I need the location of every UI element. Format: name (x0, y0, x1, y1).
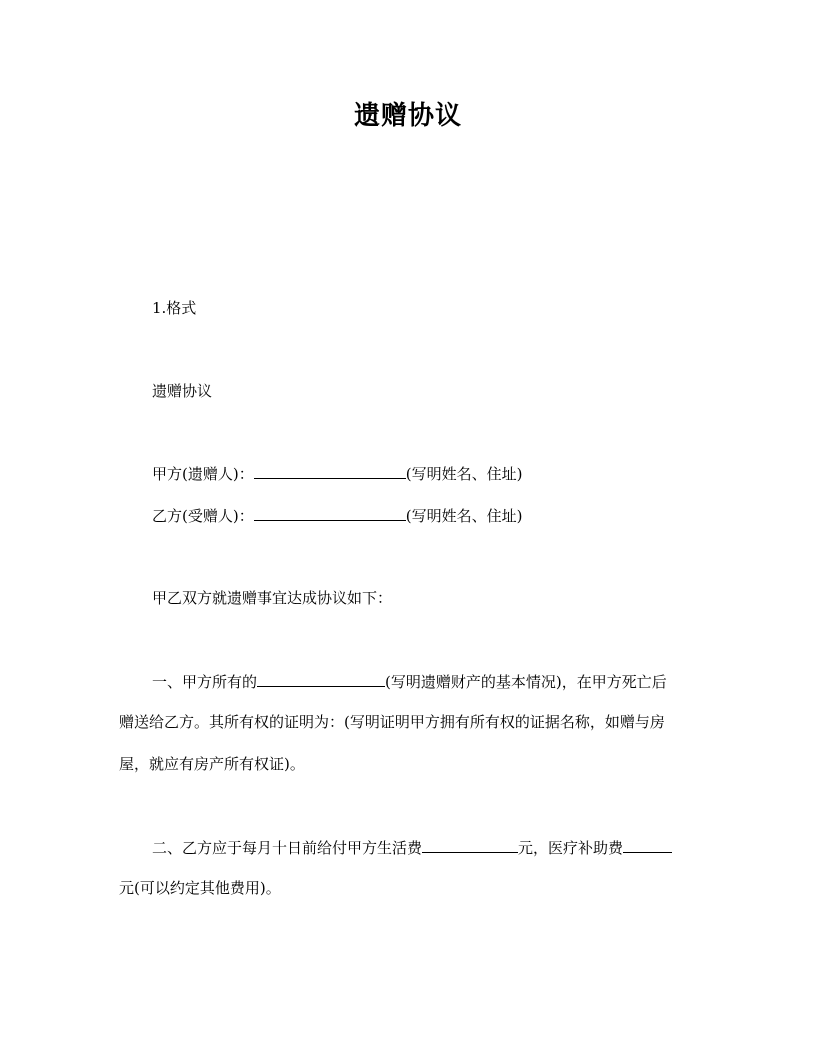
clause1-line1 (152, 670, 667, 693)
party-a-line (152, 462, 522, 485)
party-b-label: 乙方(受赠人)： (152, 507, 254, 525)
agreement-subtitle: 遗赠协议 (152, 382, 213, 400)
party-b-line (152, 504, 522, 527)
party-a-label: 甲方(遗赠人)： (152, 465, 254, 483)
clause1-end: (写明遗赠财产的基本情况)，在甲方死亡后 (385, 673, 667, 691)
clause1-line2: 赠送给乙方。其所有权的证明为：(写明证明甲方拥有所有权的证据名称，如赠与房 (119, 713, 665, 731)
party-a-blank (254, 462, 406, 479)
party-b-note: (写明姓名、住址) (405, 507, 523, 525)
clause1-start: 一、甲方所有的 (152, 673, 258, 691)
document-title: 遗赠协议 (353, 101, 462, 131)
clause2-line2: 元(可以约定其他费用)。 (119, 879, 281, 897)
clause2-line1 (152, 836, 672, 859)
party-b-blank (254, 504, 406, 521)
party-a-note: (写明姓名、住址) (405, 465, 523, 483)
living-expense-blank (422, 836, 518, 853)
clause2-start: 二、乙方应于每月十日前给付甲方生活费 (152, 839, 423, 857)
clause2-mid: 元，医疗补助费 (518, 839, 624, 857)
medical-expense-blank (623, 836, 672, 853)
clause1-line3: 屋，就应有房产所有权证)。 (119, 755, 305, 773)
intro-text: 甲乙双方就遗赠事宜达成协议如下： (152, 589, 393, 607)
clause1-blank (257, 670, 385, 687)
section-heading: 1.格式 (152, 299, 197, 317)
